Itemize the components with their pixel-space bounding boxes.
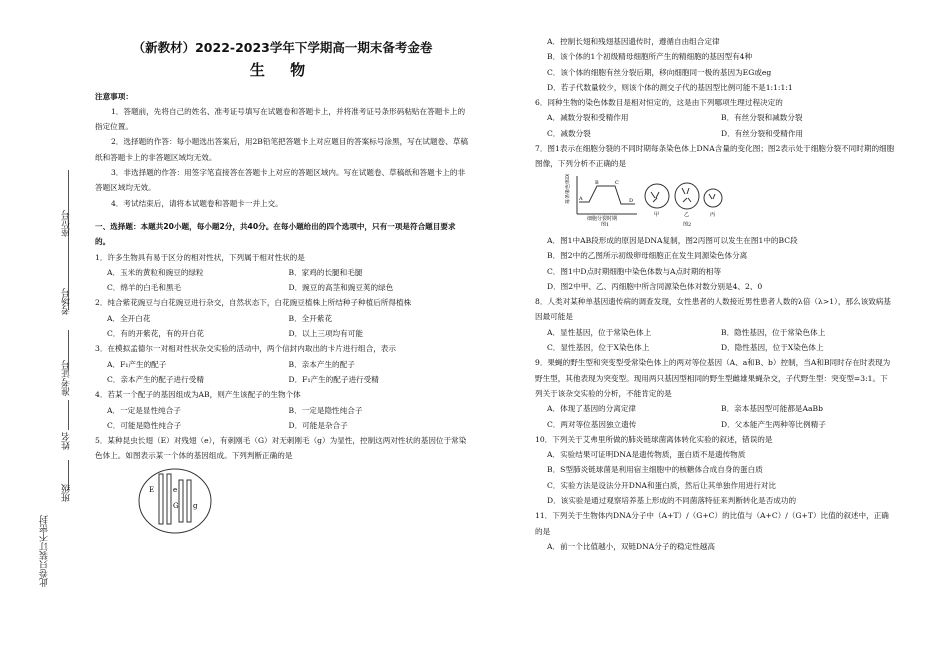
options [95, 357, 470, 388]
option: B．该个体的1个初级精母细胞所产生的精细胞的基因型有4种 [547, 52, 753, 62]
figure-caption: 图2 [683, 221, 692, 226]
options [535, 401, 895, 432]
option: B．家鸡的长腿和毛腿 [288, 267, 363, 277]
question [95, 387, 470, 433]
option: C．减数分裂 [547, 128, 591, 138]
note-item: 3．非选择题的作答：用签字笔直接答在答题卡上对应的答题区域内。写在试题卷、草稿纸和答题卡上的非答题区域均无效。 [95, 168, 466, 193]
option: A．全开白花 [107, 313, 151, 323]
binding-line [68, 400, 69, 430]
cell-outline [139, 469, 211, 533]
options [535, 110, 895, 141]
question [535, 34, 895, 95]
y-axis-label: 每条染色体DNA含量 [565, 173, 571, 204]
option: A．实验结果可证明DNA是遗传物质，蛋白质不是遗传物质 [547, 450, 746, 460]
exam-room-label: 考场号 [62, 288, 72, 315]
question-stem: 9．果蝇的野生型和突变型受常染色体上的两对等位基因（A、a和B、b）控制，当A和B同时存在时表现为野生型，其他表现为突变型。现用两只基因型相同的野生型雌雄果蝇杂交，子代野生型：突变型=3:1。下列关于该杂交实验的分析，不能肯定的是 [535, 358, 891, 398]
note-item: 1．答题前，先将自己的姓名、准考证号填写在试题卷和答题卡上，并将准考证号条形码粘贴在答题卡上的指定位置。 [95, 106, 466, 132]
question [95, 250, 470, 296]
option: D．可能是杂合子 [288, 420, 348, 430]
gene-label: g [193, 501, 198, 510]
gene-label: e [173, 485, 178, 494]
options [535, 233, 895, 294]
chromosome-marks [709, 194, 715, 199]
chromosome [187, 480, 191, 522]
notes-block [95, 89, 470, 211]
question-stem: 6．同种生物的染色体数目是相对恒定的，这是由下列哪项生理过程决定的 [535, 98, 783, 108]
cell-yi [675, 183, 699, 209]
chromosome [179, 480, 183, 522]
question [535, 508, 895, 554]
question [535, 355, 895, 431]
question [535, 294, 895, 355]
option: D．F₁产生的配子进行受精 [288, 374, 379, 384]
point-label: B [595, 179, 599, 186]
exam-subject: 生 物 [249, 61, 316, 80]
point-label: C [615, 179, 619, 186]
chromosome-figure [135, 466, 215, 536]
option: C．两对等位基因独立遗传 [547, 419, 637, 429]
options [535, 539, 895, 554]
question-stem: 1．许多生物具有易于区分的相对性状，下列属于相对性状的是 [95, 252, 305, 262]
question-stem: 10．下列关于艾弗里所做的肺炎链球菌离体转化实验的叙述，错误的是 [535, 434, 773, 444]
option: A．显性基因，位于常染色体上 [547, 327, 652, 337]
options [535, 447, 895, 508]
cell-division-figure [565, 174, 725, 226]
option: C．亲本产生的配子进行受精 [107, 374, 204, 384]
option: B．图2中的乙图所示初级卵母细胞正在发生同源染色体分离 [547, 251, 748, 261]
option: C．有的开紫花，有的开白花 [107, 329, 204, 339]
chromosome-marks [682, 188, 691, 202]
point-label: A [579, 195, 583, 202]
name-label: 姓名 [62, 432, 72, 450]
options [95, 311, 470, 342]
options [535, 325, 895, 356]
cell-label: 甲 [654, 211, 660, 218]
option: B．一定是隐性纯合子 [288, 405, 363, 415]
option: D．有丝分裂和受精作用 [721, 128, 804, 138]
binding-warning: 此卷只装订不密封 [40, 515, 50, 587]
question [95, 295, 470, 341]
dna-curve [579, 186, 635, 204]
option: D．若子代数量较少，则该个体的测交子代的基因型比例可能不是1:1:1:1 [547, 82, 793, 92]
question-stem: 5．某种昆虫长翅（E）对残翅（e），有刺刚毛（G）对无刺刚毛（g）为显性，控制这两对性状的基因位于常染色体上。如图表示某一个体的基因组成。下列判断正确的是 [95, 436, 467, 461]
section-heading: 一、选择题：本题共20小题，每小题2分，共40分。在每小题给出的四个选项中，只有一项是符合题目要求的。 [95, 221, 456, 247]
figure-caption: 图1 [601, 221, 610, 226]
cell-label: 乙 [684, 211, 690, 218]
question [535, 141, 895, 294]
option: B．全开紫花 [288, 313, 333, 323]
question [535, 432, 895, 508]
option: A．体现了基因的分离定律 [547, 404, 637, 414]
option: C．可能是隐性纯合子 [107, 420, 182, 430]
gene-label: E [149, 485, 155, 494]
options [95, 265, 470, 296]
option: B．亲本产生的配子 [288, 359, 355, 369]
binding-margin [38, 170, 78, 650]
question-stem: 2．纯合紫花豌豆与白花豌豆进行杂交，自然状态下，白花豌豆植株上所结种子种植后所得植株 [95, 298, 412, 308]
right-column [535, 34, 895, 554]
question-stem: 7．图1表示在细胞分裂的不同时期每条染色体上DNA含量的变化图；图2表示处于细胞分裂不同时期的细胞图像，下列分析不正确的是 [535, 144, 895, 169]
option: C．该个体的细胞有丝分裂后期，移向细胞同一极的基因为EG或eg [547, 67, 772, 77]
left-column [95, 40, 470, 543]
option: C．绵羊的白毛和黑毛 [107, 283, 182, 293]
question [95, 433, 470, 543]
exam-title: （新教材）2022-2023学年下学期高一期末备考金卷 [132, 40, 433, 55]
option: D．图2中甲、乙、丙细胞中所含同源染色体对数分别是4、2、0 [547, 281, 763, 291]
option: D．以上三项均有可能 [288, 329, 363, 339]
option: D．该实验是通过观察培养基上形成的不同菌落特征来判断转化是否成功的 [547, 496, 797, 506]
option: A．控制长翅和残翅基因遗传时，遵循自由组合定律 [547, 37, 720, 46]
question-stem: 4．若某一个配子的基因组成为AB，则产生该配子的生物个体 [95, 390, 301, 400]
options [535, 34, 895, 95]
class-label: 班级 [62, 484, 72, 502]
option: B．亲本基因型可能都是AaBb [721, 404, 823, 414]
ticket-number-label: 准考证号 [62, 360, 72, 396]
option: A．前一个比值越小，双链DNA分子的稳定性越高 [547, 541, 715, 551]
seat-label: 座位号 [62, 210, 72, 237]
option: D．豌豆的高茎和豌豆荚的绿色 [288, 283, 394, 293]
option: A．F₁产生的配子 [107, 359, 167, 369]
question-stem: 8．人类对某种单基因遗传病的调查发现，女性患者的人数接近男性患者人数的λ倍（λ>1），那么该致病基因最可能是 [535, 297, 891, 322]
option: C．显性基因，位于X染色体上 [547, 343, 650, 353]
question-stem: 11．下列关于生物体内DNA分子中（A+T）/（G+C）的比值与（A+C）/（G+T）比值的叙述中，正确的是 [535, 511, 889, 536]
option: A．玉米的黄粒和豌豆的绿粒 [107, 267, 204, 277]
question [95, 341, 470, 387]
options [95, 403, 470, 434]
option: D．父本能产生两种等比例精子 [721, 419, 826, 429]
gene-label: G [173, 501, 179, 510]
x-axis-label: 细胞分裂时期 [587, 215, 618, 222]
cell-label: 丙 [710, 211, 716, 218]
notes-heading: 注意事项： [95, 91, 133, 101]
option: B．S型肺炎链球菌是利用宿主细胞中的核糖体合成自身的蛋白质 [547, 465, 763, 475]
option: A．减数分裂和受精作用 [547, 113, 629, 123]
note-item: 2．选择题的作答：每小题选出答案后，用2B铅笔把答题卡上对应题目的答案标号涂黑，写在试题卷、草稿纸和答题卡上的非答题区域均无效。 [95, 137, 468, 162]
question-stem: 3．在模拟孟德尔一对相对性状杂交实验的活动中，两个信封内取出的卡片进行组合，表示 [95, 344, 396, 354]
chromosome [167, 474, 171, 524]
note-item: 4．考试结束后，请将本试题卷和答题卡一并上交。 [110, 198, 283, 208]
question [535, 95, 895, 141]
option: A．一定是显性纯合子 [107, 405, 181, 415]
option: C．实验方法是设法分开DNA和蛋白质，然后让其单独作用进行对比 [547, 480, 777, 490]
option: C．图1中D点时期细胞中染色体数与A点时期的相等 [547, 266, 722, 276]
chromosome-marks [651, 192, 659, 202]
option: B．有丝分裂和减数分裂 [721, 113, 803, 123]
chromosome [159, 474, 163, 524]
option: A．图1中AB段形成的原因是DNA复制，图2丙图可以发生在图1中的BC段 [547, 235, 798, 245]
option: B．隐性基因，位于常染色体上 [721, 327, 826, 337]
point-label: D [629, 197, 634, 204]
option: D．隐性基因，位于X染色体上 [721, 343, 824, 353]
